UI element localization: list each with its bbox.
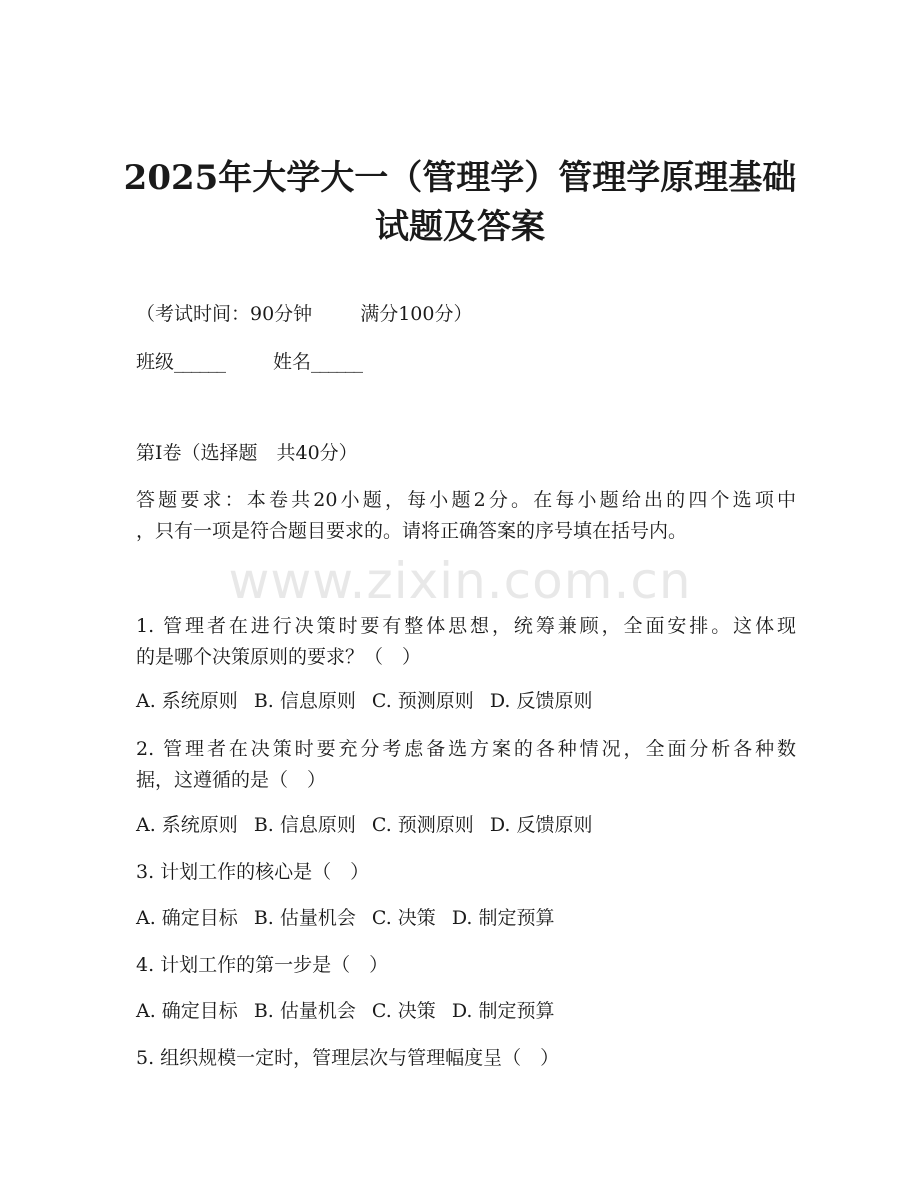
- question-3-option-c: C. 决策: [371, 907, 436, 929]
- question-1-option-a: A. 系统原则: [136, 690, 238, 712]
- section-instructions-line-2: ，只有一项是符合题目要求的。请将正确答案的序号填在括号内。: [136, 520, 688, 542]
- question-3-option-b: B. 估量机会: [253, 907, 356, 929]
- class-blank: ______: [174, 351, 226, 373]
- question-1-option-b: B. 信息原则: [253, 690, 356, 712]
- question-3-option-d: D. 制定预算: [451, 907, 555, 929]
- question-2-option-c: C. 预测原则: [371, 814, 474, 836]
- section-instructions-line-1: 答题要求：本卷共20小题，每小题2分。在每小题给出的四个选项中: [136, 489, 796, 511]
- section-heading: 第I卷（选择题 共40分）: [136, 442, 358, 464]
- question-4-options: [136, 999, 796, 1023]
- name-label: 姓名: [273, 351, 312, 373]
- question-4-option-b: B. 估量机会: [253, 1000, 356, 1022]
- student-info: [136, 350, 796, 374]
- question-2-options: [136, 813, 796, 837]
- question-2-option-d: D. 反馈原则: [489, 814, 593, 836]
- question-4-text: 4. 计划工作的第一步是（ ）: [136, 954, 389, 976]
- question-5-text: 5. 组织规模一定时，管理层次与管理幅度呈（ ）: [136, 1047, 560, 1069]
- exam-info: [136, 302, 796, 326]
- question-1-options: [136, 689, 796, 713]
- question-3-text: 3. 计划工作的核心是（ ）: [136, 861, 370, 883]
- question-1-text-line-1: 1. 管理者在进行决策时要有整体思想，统筹兼顾，全面安排。这体现: [136, 615, 796, 637]
- name-blank: ______: [311, 351, 363, 373]
- question-3-options: [136, 906, 796, 930]
- question-2-option-b: B. 信息原则: [253, 814, 356, 836]
- exam-time: （考试时间：90分钟: [136, 303, 313, 325]
- exam-full-score: 满分100分）: [360, 303, 473, 325]
- question-4-option-c: C. 决策: [371, 1000, 436, 1022]
- document-title-line-2: 试题及答案: [375, 207, 545, 247]
- question-2-text-line-1: 2. 管理者在决策时要充分考虑备选方案的各种情况，全面分析各种数: [136, 738, 796, 760]
- question-1-text-line-2: 的是哪个决策原则的要求？（ ）: [136, 646, 422, 668]
- question-4-option-d: D. 制定预算: [451, 1000, 555, 1022]
- question-4-option-a: A. 确定目标: [136, 1000, 238, 1022]
- watermark: www.zixin.com.cn: [228, 552, 692, 610]
- question-3-option-a: A. 确定目标: [136, 907, 238, 929]
- document-title-line-1: 2025年大学大一（管理学）管理学原理基础: [123, 158, 797, 198]
- class-label: 班级: [136, 351, 175, 373]
- question-1-option-d: D. 反馈原则: [489, 690, 593, 712]
- question-2-option-a: A. 系统原则: [136, 814, 238, 836]
- question-1-option-c: C. 预测原则: [371, 690, 474, 712]
- question-2-text-line-2: 据，这遵循的是（ ）: [136, 769, 327, 791]
